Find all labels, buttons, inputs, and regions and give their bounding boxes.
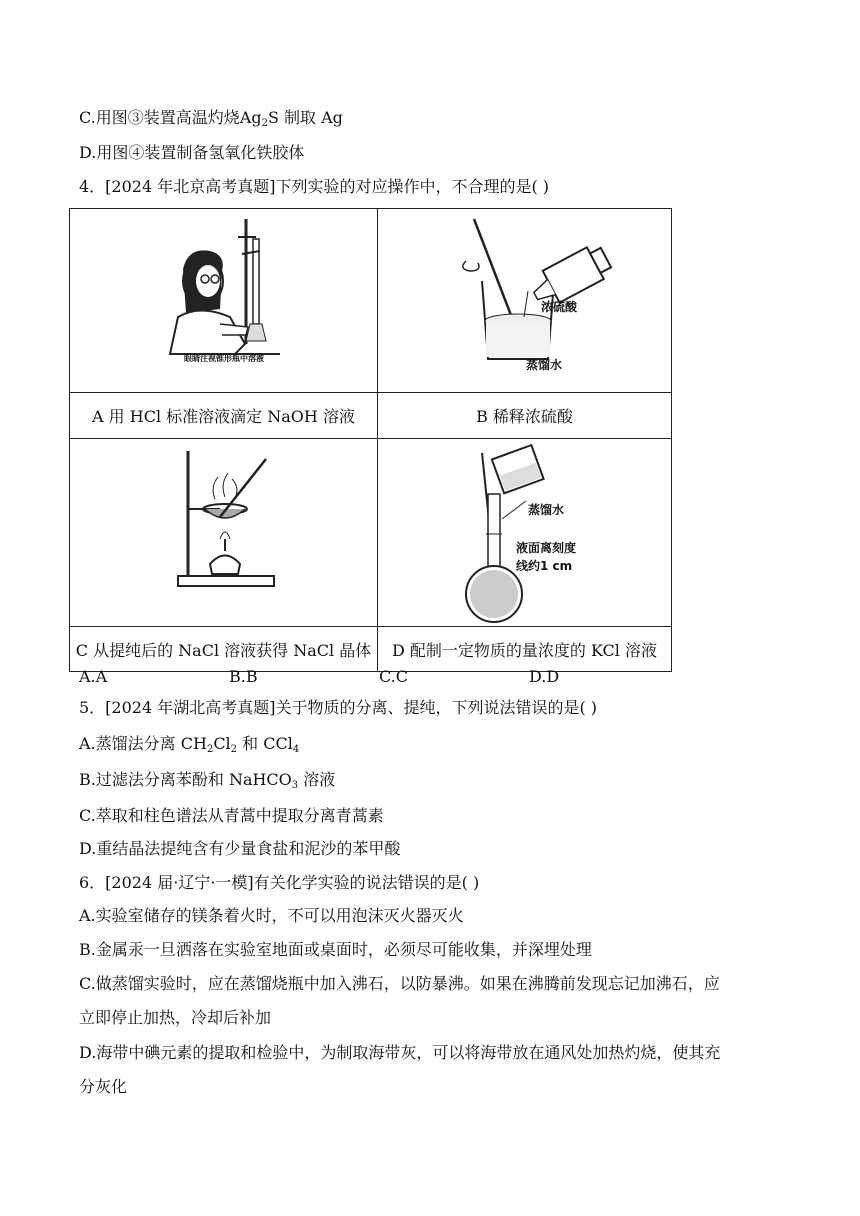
volumetric-flask-illustration	[378, 439, 671, 626]
q5-stem: 5．[2024 年湖北高考真题]关于物质的分离、提纯，下列说法错误的是( )	[79, 698, 598, 717]
q4-caption-b: B 稀释浓硫酸	[378, 393, 672, 439]
q4-caption-c: C 从提纯后的 NaCl 溶液获得 NaCl 晶体	[70, 627, 378, 672]
q4-options-table	[69, 208, 672, 672]
q4-stem: 4．[2024 年北京高考真题]下列实验的对应操作中，不合理的是( )	[79, 177, 550, 196]
q6-stem: 6．[2024 届·辽宁·一模]有关化学实验的说法错误的是( )	[79, 873, 480, 892]
q4-caption-d: D 配制一定物质的量浓度的 KCl 溶液	[378, 627, 672, 672]
q3-option-d: D.用图④装置制备氢氧化铁胶体	[79, 143, 305, 162]
label-level-distance-2: 线约1 cm	[516, 559, 573, 573]
q4-image-c	[70, 439, 378, 627]
q4-image-a	[70, 209, 378, 393]
q4-option-b: B.B	[229, 667, 258, 686]
titration-illustration	[70, 209, 377, 392]
q4-image-a-label: 眼睛注视锥形瓶中溶液	[184, 354, 264, 363]
q6-option-d-line1: D.海带中碘元素的提取和检验中，为制取海带灰，可以将海带放在通风处加热灼烧，使其充	[79, 1043, 721, 1062]
q6-option-c-line2: 立即停止加热，冷却后补加	[79, 1008, 272, 1027]
label-conc-sulfuric: 浓硫酸	[541, 300, 578, 314]
label-distilled-water: 蒸馏水	[526, 358, 563, 372]
q6-option-c-line1: C.做蒸馏实验时，应在蒸馏烧瓶中加入沸石，以防暴沸。如果在沸腾前发现忘记加沸石，应	[79, 974, 720, 993]
dilute-sulfuric-acid-illustration	[378, 209, 671, 392]
label-distilled-water-d: 蒸馏水	[528, 503, 565, 517]
q5-option-c: C.萃取和柱色谱法从青蒿中提取分离青蒿素	[79, 806, 384, 825]
q6-option-b: B.金属汞一旦洒落在实验室地面或桌面时，必须尽可能收集，并深埋处理	[79, 940, 592, 959]
q4-option-d: D.D	[529, 667, 560, 686]
label-level-distance-1: 液面离刻度	[516, 541, 577, 555]
q4-image-b	[378, 209, 672, 393]
q5-option-d: D.重结晶法提纯含有少量食盐和泥沙的苯甲酸	[79, 839, 401, 858]
q5-option-a: A.蒸馏法分离 $CH_2Cl_2$ 和 CCl$_4$	[79, 734, 300, 755]
q6-option-a: A.实验室储存的镁条着火时，不可以用泡沫灭火器灭火	[79, 906, 464, 925]
q4-image-d	[378, 439, 672, 627]
q4-option-c: C.C	[379, 667, 408, 686]
q4-answer-options	[79, 667, 719, 687]
q5-option-b: B.过滤法分离苯酚和 NaHCO$_3$ 溶液	[79, 770, 336, 791]
q6-option-d-line2: 分灰化	[79, 1077, 128, 1096]
evaporation-illustration	[70, 439, 377, 626]
q4-caption-a: A 用 HCl 标准溶液滴定 NaOH 溶液	[70, 393, 378, 439]
q3-option-c: C.用图③装置高温灼烧$Ag_2S$ 制取 Ag	[79, 108, 343, 129]
q4-option-a: A.A	[79, 667, 108, 686]
